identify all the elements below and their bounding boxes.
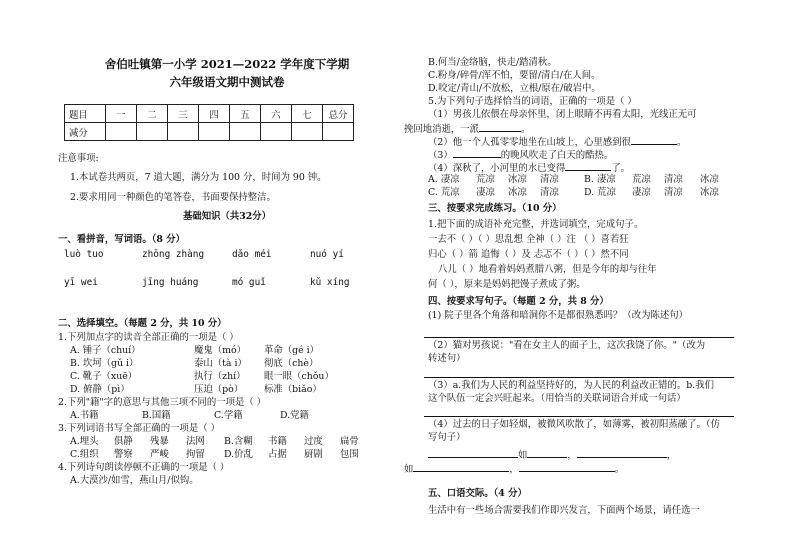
question-2-4: 4.下列诗句朗读停顿不正确的一项是（ ） <box>58 462 230 473</box>
answer-line[interactable] <box>424 415 734 417</box>
q5-text: 。 <box>521 124 531 135</box>
q5-text: 了。 <box>611 163 630 174</box>
option-text: C.粉身/碎骨/浑不怕，要留/清白/在人间。 <box>428 70 601 81</box>
option-text: D. 俯静（pì） <box>70 384 130 395</box>
answer-blank[interactable] <box>453 148 501 158</box>
q5-text: 的晚风吹走了白天的酷热。 <box>500 150 614 161</box>
answer-line[interactable] <box>424 336 734 338</box>
table-cell <box>168 123 199 141</box>
q5-text: 。 <box>676 137 687 148</box>
option-text: 残暴 <box>150 436 169 447</box>
option-text: 包围 <box>340 449 359 460</box>
pinyin-item: luò tuo <box>64 249 104 260</box>
answer-blank[interactable] <box>631 135 677 145</box>
option-text: C.组织 <box>70 449 99 460</box>
table-cell <box>261 123 292 141</box>
option-text: 执行（zhí） <box>194 371 246 382</box>
table-cell: 题目 <box>65 105 106 123</box>
section5-text: 生活中有一些场合需要我们作即兴发言，下面两个场景，请任选一 <box>428 505 700 516</box>
option-text: 荒凉 <box>476 174 495 185</box>
option-text: C.学籍 <box>214 410 243 421</box>
option-text: 过度 <box>304 436 323 447</box>
option-text: 书籍 <box>268 436 287 447</box>
section4-question-3: （3）a.我们为人民的利益坚持好的，为人民的利益改正错的。b.我们 <box>428 380 715 391</box>
table-cell: 四 <box>199 105 230 123</box>
section4-question-3b: 这个队伍一定会兴旺起来。（用恰当的关联词语合并成一句话） <box>428 393 686 404</box>
imitation-comma: ， <box>666 450 677 461</box>
option-text: A.埋头 <box>70 436 99 447</box>
pinyin-item: mó guǐ <box>232 277 266 288</box>
score-table-score-row <box>65 123 354 141</box>
section3-question-1: 1.把下面的成语补充完整，并选词填空，完成句子。 <box>428 219 644 230</box>
table-cell <box>230 123 261 141</box>
option-text: 彻底（chè） <box>264 358 319 369</box>
table-cell: 五 <box>230 105 261 123</box>
idiom-sentence-prefix: 何 <box>428 279 438 290</box>
idiom-sentence-text: （ ），原来是妈妈把馒子煮成了粥。 <box>437 279 586 290</box>
option-text: 魔鬼（mó） <box>194 345 247 356</box>
score-table-header-row <box>65 105 354 123</box>
section4-question-4b: 写句子） <box>428 432 466 443</box>
table-cell: 减分 <box>65 123 106 141</box>
table-cell <box>292 123 323 141</box>
option-text: 拘留 <box>186 449 205 460</box>
question-2-5: 5.为下列句子选择恰当的词语，正确的一项是（ ） <box>428 96 637 107</box>
imitation-word: 如 <box>404 464 414 475</box>
section1-heading: 一、看拼音，写词语。（8 分） <box>58 234 185 245</box>
option-text: A.书籍 <box>70 410 99 421</box>
option-text: 标准（biǎo） <box>264 384 322 395</box>
q5-text: （3） <box>428 150 453 161</box>
question-2-1: 1.下列加点字的读音全部正确的一项是（ ） <box>58 332 239 343</box>
answer-blank[interactable] <box>413 462 509 472</box>
q5-sentence-2 <box>428 135 686 149</box>
answer-blank[interactable] <box>519 462 615 472</box>
q5-sentence-1: （1）男孩儿依偎在母亲怀里，闭上眼睛不再看太阳，光线正无可 <box>428 109 697 120</box>
option-text: 占据 <box>268 449 287 460</box>
section-basic-heading: 基础知识（共32分） <box>182 211 272 222</box>
table-cell: 一 <box>106 105 137 123</box>
answer-blank[interactable] <box>577 448 667 458</box>
section3-heading: 三、按要求完成练习。（10 分） <box>428 203 562 214</box>
q5-sentence-3 <box>428 148 613 162</box>
option-text: 清凉 <box>540 174 559 185</box>
notes-item-1: 1.本试卷共两页，7 道大题，满分为 100 分，时间为 90 钟。 <box>70 172 327 183</box>
option-text: 严峻 <box>150 449 169 460</box>
q5-text: 挽回地消逝，一派 <box>404 124 480 135</box>
pinyin-item: zhōng zhàng <box>142 249 205 260</box>
option-text: 清凉 <box>664 187 683 198</box>
option-text: 冰凉 <box>508 187 527 198</box>
section4-question-4: （4）过去的日子如轻烟，被微风吹散了，如薄雾，被初阳蒸融了。（仿 <box>428 419 720 430</box>
option-text: 压迫（pò） <box>194 384 244 395</box>
pinyin-item: nuó yí <box>310 249 344 260</box>
pinyin-item: dǎo méi <box>232 249 272 260</box>
imitation-word: 如 <box>518 450 528 461</box>
imitation-comma: ， <box>567 450 577 461</box>
pinyin-item: jīng huáng <box>142 277 199 288</box>
option-text: D.党籍 <box>280 410 309 421</box>
table-cell: 三 <box>168 105 199 123</box>
q5-sentence-4 <box>428 161 630 175</box>
option-text: 泰山（tà i） <box>194 358 247 369</box>
option-text: 法网 <box>186 436 205 447</box>
section4-question-1: (1) 院子里各个角落和暗洞你不是都很熟悉吗？（改为陈述句） <box>428 310 689 321</box>
answer-line[interactable] <box>424 376 734 378</box>
q5-sentence-1b <box>404 122 530 136</box>
option-text: 扁骨 <box>340 436 359 447</box>
imitation-end: 。 <box>614 464 625 475</box>
idiom-sentence-line-1: 八儿（ ）地看着妈妈煮腊八粥，但是今年的却与往年 <box>438 264 657 275</box>
q5-text: （4）深秋了，小河里的水已变得 <box>428 163 566 174</box>
table-cell <box>137 123 168 141</box>
table-cell <box>199 123 230 141</box>
option-text: 革命（gé i） <box>264 345 320 356</box>
option-text: B. 坎坷（ɡǔ i） <box>70 358 139 369</box>
answer-blank[interactable] <box>527 448 567 458</box>
exam-title-line2: 六年级语文期中测试卷 <box>169 75 285 89</box>
option-text: 清凉 <box>540 187 559 198</box>
option-text: 厨剧 <box>304 449 323 460</box>
imitation-line-2 <box>404 462 624 476</box>
idiom-line-1: 一去不（ ）（ ）思乱想 全神（ ）注 （ ）喜若狂 <box>428 234 629 245</box>
table-cell: 总分 <box>323 105 354 123</box>
option-text: C. 荒凉 <box>428 187 460 198</box>
idiom-line-2: 归心（ ）箭 追悔（ ）及 忐忑不（ ）（ ）然不同 <box>428 249 629 260</box>
section4-question-2b: 转述句） <box>428 353 466 364</box>
question-2-2: 2.下列"籍"字的意思与其他三项不同的一项是（ ） <box>58 397 267 408</box>
answer-blank[interactable] <box>565 161 611 171</box>
section2-heading: 二、选择填空。（每题 2 分，共 10 分） <box>58 318 227 329</box>
section4-heading: 四、按要求写句子。（每题 2 分，共 8 分） <box>428 296 609 307</box>
question-2-3: 3.下列词语书写全部正确的一项是（ ） <box>58 423 220 434</box>
idiom-sentence-line-2 <box>428 279 586 291</box>
pinyin-item: yī wei <box>64 277 98 288</box>
score-table <box>64 104 354 141</box>
option-text: 凄凉 <box>632 187 651 198</box>
option-text: B. 凄凉 <box>584 174 616 185</box>
option-text: D.价乱 <box>224 449 253 460</box>
imitation-line-1 <box>428 448 676 462</box>
answer-blank[interactable] <box>428 448 518 458</box>
option-text: 冰凉 <box>700 187 719 198</box>
table-cell: 七 <box>292 105 323 123</box>
option-text: B.何当/金络脑，快走/踏清秋。 <box>428 57 557 68</box>
option-text: 冰凉 <box>508 174 527 185</box>
option-text: C. 靴子（xuē） <box>70 371 138 382</box>
option-text: 眼一眼（chǒu） <box>264 371 334 382</box>
option-text: B.国籍 <box>142 410 171 421</box>
option-text: 清凉 <box>664 174 683 185</box>
table-cell <box>106 123 137 141</box>
section4-question-2: （2）猫对男孩说："看在女主人的面子上，这次我饶了你。"（改为 <box>428 340 706 351</box>
exam-title-line1: 舍伯吐镇第一小学 2021—2022 学年度下学期 <box>104 57 350 71</box>
q5-text: （2）他一个人孤零零地坐在山坡上，心里感到很 <box>428 137 631 148</box>
option-text: A.大漠沙/如雪，燕山月/似钩。 <box>70 475 199 486</box>
section5-heading: 五、口语交际。（4 分） <box>428 488 527 499</box>
option-text: 警察 <box>114 449 133 460</box>
option-text: 荒凉 <box>632 174 651 185</box>
option-text: 冰凉 <box>700 174 719 185</box>
option-text: D.咬定/青山/不放松，立根/原在/破岩中。 <box>428 83 601 94</box>
table-cell: 六 <box>261 105 292 123</box>
table-cell <box>323 123 354 141</box>
table-cell: 二 <box>137 105 168 123</box>
option-text: B.含糊 <box>224 436 253 447</box>
pinyin-item: kǔ xíng <box>310 277 350 288</box>
imitation-comma: ， <box>509 464 519 475</box>
option-text: D. 荒凉 <box>584 187 616 198</box>
notes-item-2: 2.要求用同一种颜色的笔答卷，书面要保持整洁。 <box>70 192 276 203</box>
option-text: A. 锤子（chuí） <box>70 345 141 356</box>
option-text: 凄凉 <box>476 187 495 198</box>
option-text: A. 凄凉 <box>428 174 460 185</box>
option-text: 俱静 <box>114 436 133 447</box>
answer-blank[interactable] <box>479 122 521 132</box>
notes-heading: 注意事项: <box>58 153 99 164</box>
